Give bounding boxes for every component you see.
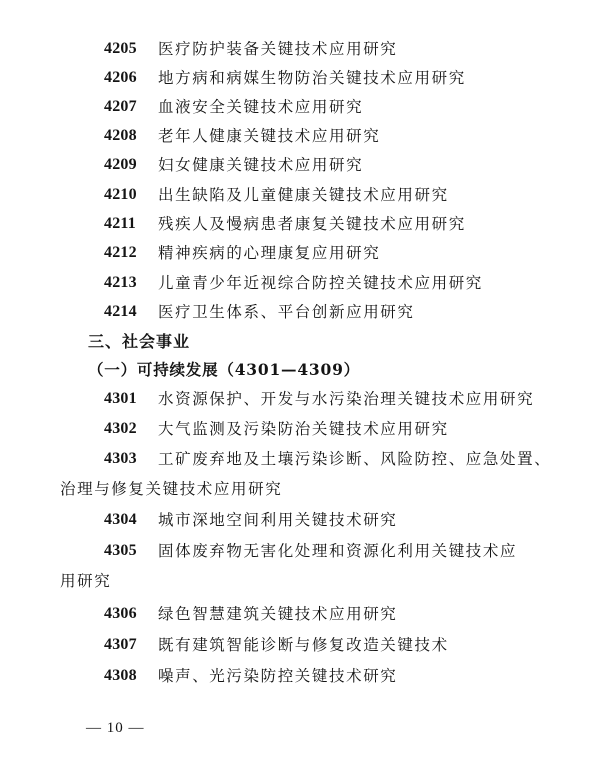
item-title: 工矿废弃地及土壤污染诊断、风险防控、应急处置、 <box>158 450 552 468</box>
item-code: 4205 <box>104 40 137 57</box>
item-title-continuation: 治理与修复关键技术应用研究 <box>60 480 283 498</box>
item-title: 固体废弃物无害化处理和资源化利用关键技术应 <box>158 542 518 560</box>
item-code: 4208 <box>104 127 137 144</box>
item-title: 城市深地空间利用关键技术研究 <box>158 511 398 529</box>
item-code: 4213 <box>104 274 137 291</box>
item-title-continuation: 用研究 <box>60 572 112 590</box>
item-code: 4302 <box>104 420 137 437</box>
item-code: 4301 <box>104 390 137 407</box>
item-code: 4303 <box>104 450 137 467</box>
item-code: 4308 <box>104 667 137 684</box>
list-item <box>0 150 600 180</box>
page-number: — 10 — <box>86 720 145 736</box>
item-title: 精神疾病的心理康复应用研究 <box>158 244 381 262</box>
list-item <box>0 297 600 327</box>
item-code: 4207 <box>104 98 137 115</box>
list-item <box>0 630 600 660</box>
section-heading: 三、社会事业 <box>88 332 191 351</box>
list-item <box>0 536 600 566</box>
item-code: 4214 <box>104 303 137 320</box>
list-item <box>0 209 600 239</box>
subsection-heading-row <box>0 355 600 385</box>
list-item <box>0 34 600 64</box>
item-title: 残疾人及慢病患者康复关键技术应用研究 <box>158 215 466 233</box>
item-code: 4305 <box>104 542 137 559</box>
list-item <box>0 414 600 444</box>
item-code: 4304 <box>104 511 137 528</box>
item-title: 医疗卫生体系、平台创新应用研究 <box>158 303 415 321</box>
list-item <box>0 384 600 414</box>
item-title: 儿童青少年近视综合防控关键技术应用研究 <box>158 274 483 292</box>
item-code: 4210 <box>104 186 137 203</box>
section-heading-row <box>0 327 600 357</box>
list-item <box>0 505 600 535</box>
item-title: 绿色智慧建筑关键技术应用研究 <box>158 605 398 623</box>
item-code: 4209 <box>104 156 137 173</box>
list-item-continuation <box>0 566 600 596</box>
item-code: 4206 <box>104 69 137 86</box>
item-code: 4212 <box>104 244 137 261</box>
item-title: 既有建筑智能诊断与修复改造关键技术 <box>158 636 449 654</box>
list-item <box>0 180 600 210</box>
item-code: 4211 <box>104 215 136 232</box>
list-item <box>0 661 600 691</box>
list-item <box>0 121 600 151</box>
item-code: 4306 <box>104 605 137 622</box>
item-title: 噪声、光污染防控关键技术研究 <box>158 667 398 685</box>
item-title: 妇女健康关键技术应用研究 <box>158 156 364 174</box>
list-item <box>0 63 600 93</box>
list-item <box>0 268 600 298</box>
list-item-continuation <box>0 474 600 504</box>
list-item <box>0 444 600 474</box>
item-title: 大气监测及污染防治关键技术应用研究 <box>158 420 449 438</box>
item-title: 老年人健康关键技术应用研究 <box>158 127 381 145</box>
item-title: 血液安全关键技术应用研究 <box>158 98 364 116</box>
item-title: 地方病和病媒生物防治关键技术应用研究 <box>158 69 466 87</box>
subsection-heading: （一）可持续发展（4301—4309） <box>88 360 360 379</box>
list-item <box>0 599 600 629</box>
item-title: 医疗防护装备关键技术应用研究 <box>158 40 398 58</box>
item-title: 出生缺陷及儿童健康关键技术应用研究 <box>158 186 449 204</box>
item-title: 水资源保护、开发与水污染治理关键技术应用研究 <box>158 390 535 408</box>
list-item <box>0 92 600 122</box>
list-item <box>0 238 600 268</box>
item-code: 4307 <box>104 636 137 653</box>
